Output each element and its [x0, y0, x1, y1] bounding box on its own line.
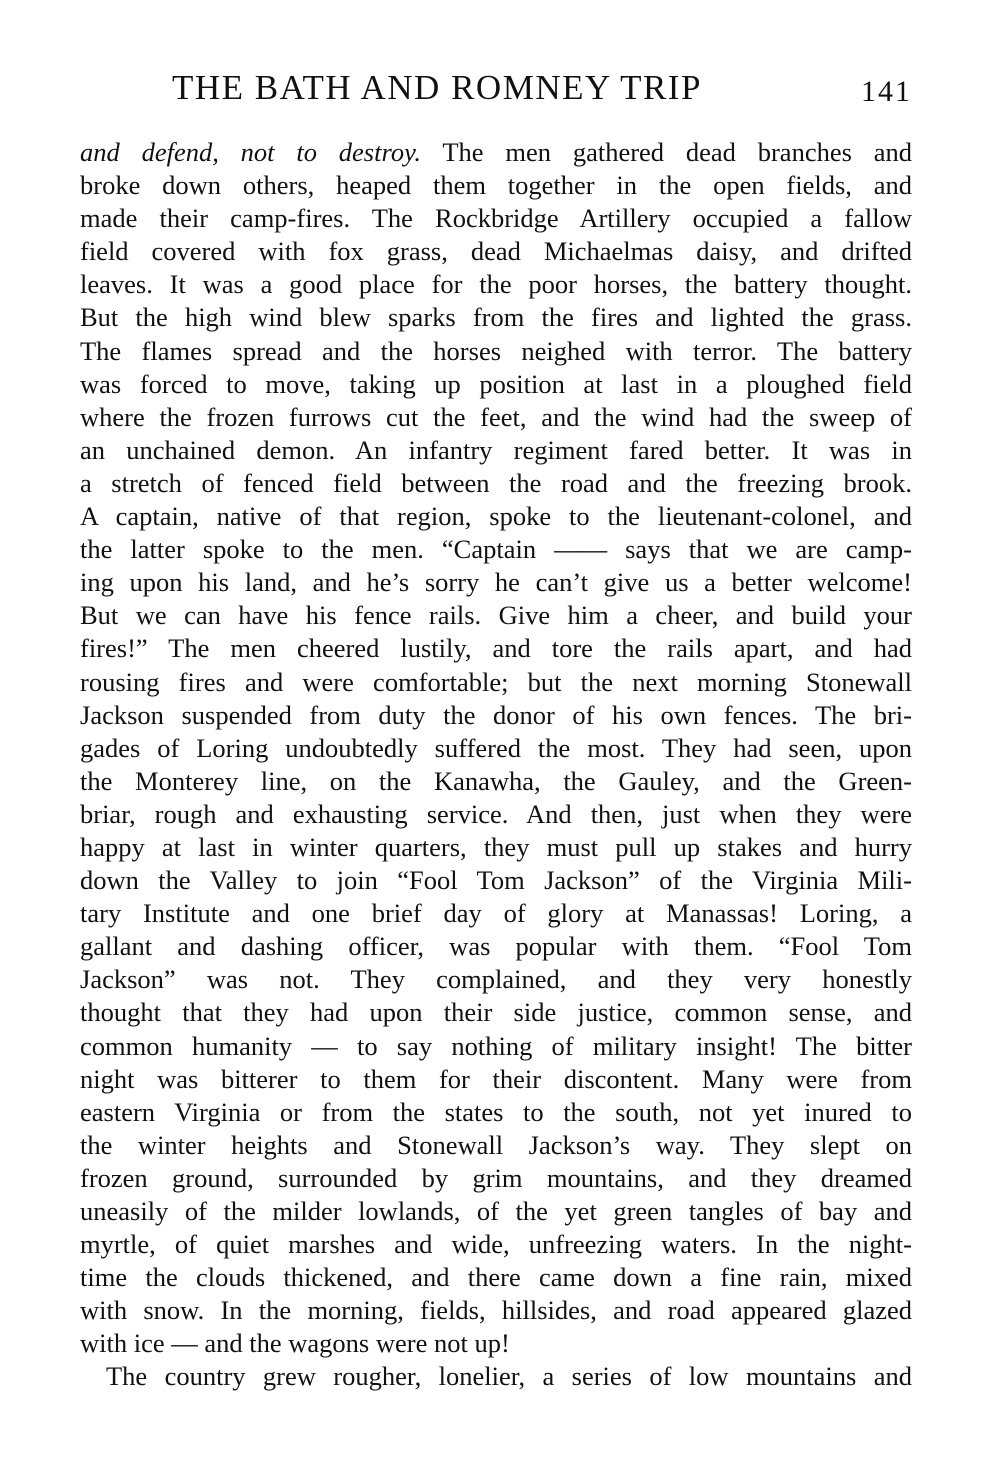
- text-line: where the frozen furrows cut the feet, and the wind had the sweep of: [80, 401, 912, 432]
- text-line: tary Institute and one brief day of glory at Manassas! Loring, a: [80, 898, 912, 929]
- text-line: night was bitterer to them for their discontent. Many were from: [80, 1063, 912, 1094]
- italic-phrase: and defend, not to destroy.: [80, 137, 421, 167]
- text-line: was forced to move, taking up position at last in a ploughed field: [80, 368, 912, 399]
- text-line: with ice — and the wagons were not up!: [80, 1328, 510, 1359]
- text-line: A captain, native of that region, spoke to the lieutenant-colonel, and: [80, 501, 912, 532]
- text-line: thought that they had upon their side justice, common sense, and: [80, 997, 912, 1028]
- text-line: ing upon his land, and he’s sorry he can’t give us a better welcome!: [80, 567, 912, 598]
- text-line: The flames spread and the horses neighed with terror. The battery: [80, 335, 912, 366]
- text-line: the Monterey line, on the Kanawha, the Gauley, and the Green-: [80, 765, 912, 796]
- text-line: leaves. It was a good place for the poor horses, the battery thought.: [80, 269, 912, 300]
- text-line: uneasily of the milder lowlands, of the yet green tangles of bay and: [80, 1196, 912, 1226]
- paragraph-next: [80, 1360, 912, 1393]
- text-line: eastern Virginia or from the states to the south, not yet inured to: [80, 1096, 912, 1127]
- text-line: an unchained demon. An infantry regiment fared better. It was in: [80, 434, 912, 465]
- text-line: But the high wind blew sparks from the fires and lighted the grass.: [80, 302, 912, 333]
- text-line: broke down others, heaped them together in the open fields, and: [80, 170, 912, 201]
- text-line: frozen ground, surrounded by grim mountains, and they dreamed: [80, 1162, 912, 1193]
- text-line: field covered with fox grass, dead Michaelmas daisy, and drifted: [80, 236, 912, 267]
- text-line: down the Valley to join “Fool Tom Jackson” of the Virginia Mili-: [80, 865, 912, 896]
- text-line: common humanity — to say nothing of military insight! The bitter: [80, 1030, 912, 1061]
- running-head: [80, 66, 912, 110]
- text-line: the winter heights and Stonewall Jackson’s way. They slept on: [80, 1129, 912, 1160]
- text-line: made their camp-fires. The Rockbridge Artillery occupied a fallow: [80, 203, 912, 234]
- text-line: gades of Loring undoubtedly suffered the most. They had seen, upon: [80, 732, 912, 763]
- text-line: happy at last in winter quarters, they must pull up stakes and hurry: [80, 831, 912, 862]
- text-line: But we can have his fence rails. Give him a cheer, and build your: [80, 600, 912, 631]
- text-line: time the clouds thickened, and there came down a fine rain, mixed: [80, 1262, 912, 1293]
- text-line: with snow. In the morning, fields, hillsides, and road appeared glazed: [80, 1295, 912, 1326]
- text-line: Jackson” was not. They complained, and they very honestly: [80, 964, 912, 995]
- text-line: a stretch of fenced field between the road and the freezing brook.: [80, 467, 912, 498]
- text-line: and defend, not to destroy. The men gathered dead branches and: [80, 137, 912, 167]
- text-line: the latter spoke to the men. “Captain —— says that we are camp-: [80, 534, 912, 565]
- text-line: fires!” The men cheered lustily, and tore the rails apart, and had: [80, 633, 912, 664]
- text-line: myrtle, of quiet marshes and wide, unfreezing waters. In the night-: [80, 1229, 912, 1260]
- text-line: Jackson suspended from duty the donor of his own fences. The bri-: [80, 699, 912, 730]
- text-line: rousing fires and were comfortable; but the next morning Stonewall: [80, 666, 912, 697]
- paragraph-continued: [80, 136, 912, 1360]
- text-line: The country grew rougher, lonelier, a series of low mountains and: [106, 1361, 912, 1392]
- page-number: 141: [861, 75, 912, 108]
- text-line: briar, rough and exhausting service. And then, just when they were: [80, 798, 912, 829]
- running-title: THE BATH AND ROMNEY TRIP: [172, 68, 702, 107]
- text-line: gallant and dashing officer, was popular with them. “Fool Tom: [80, 931, 912, 962]
- body-text: [80, 136, 912, 1394]
